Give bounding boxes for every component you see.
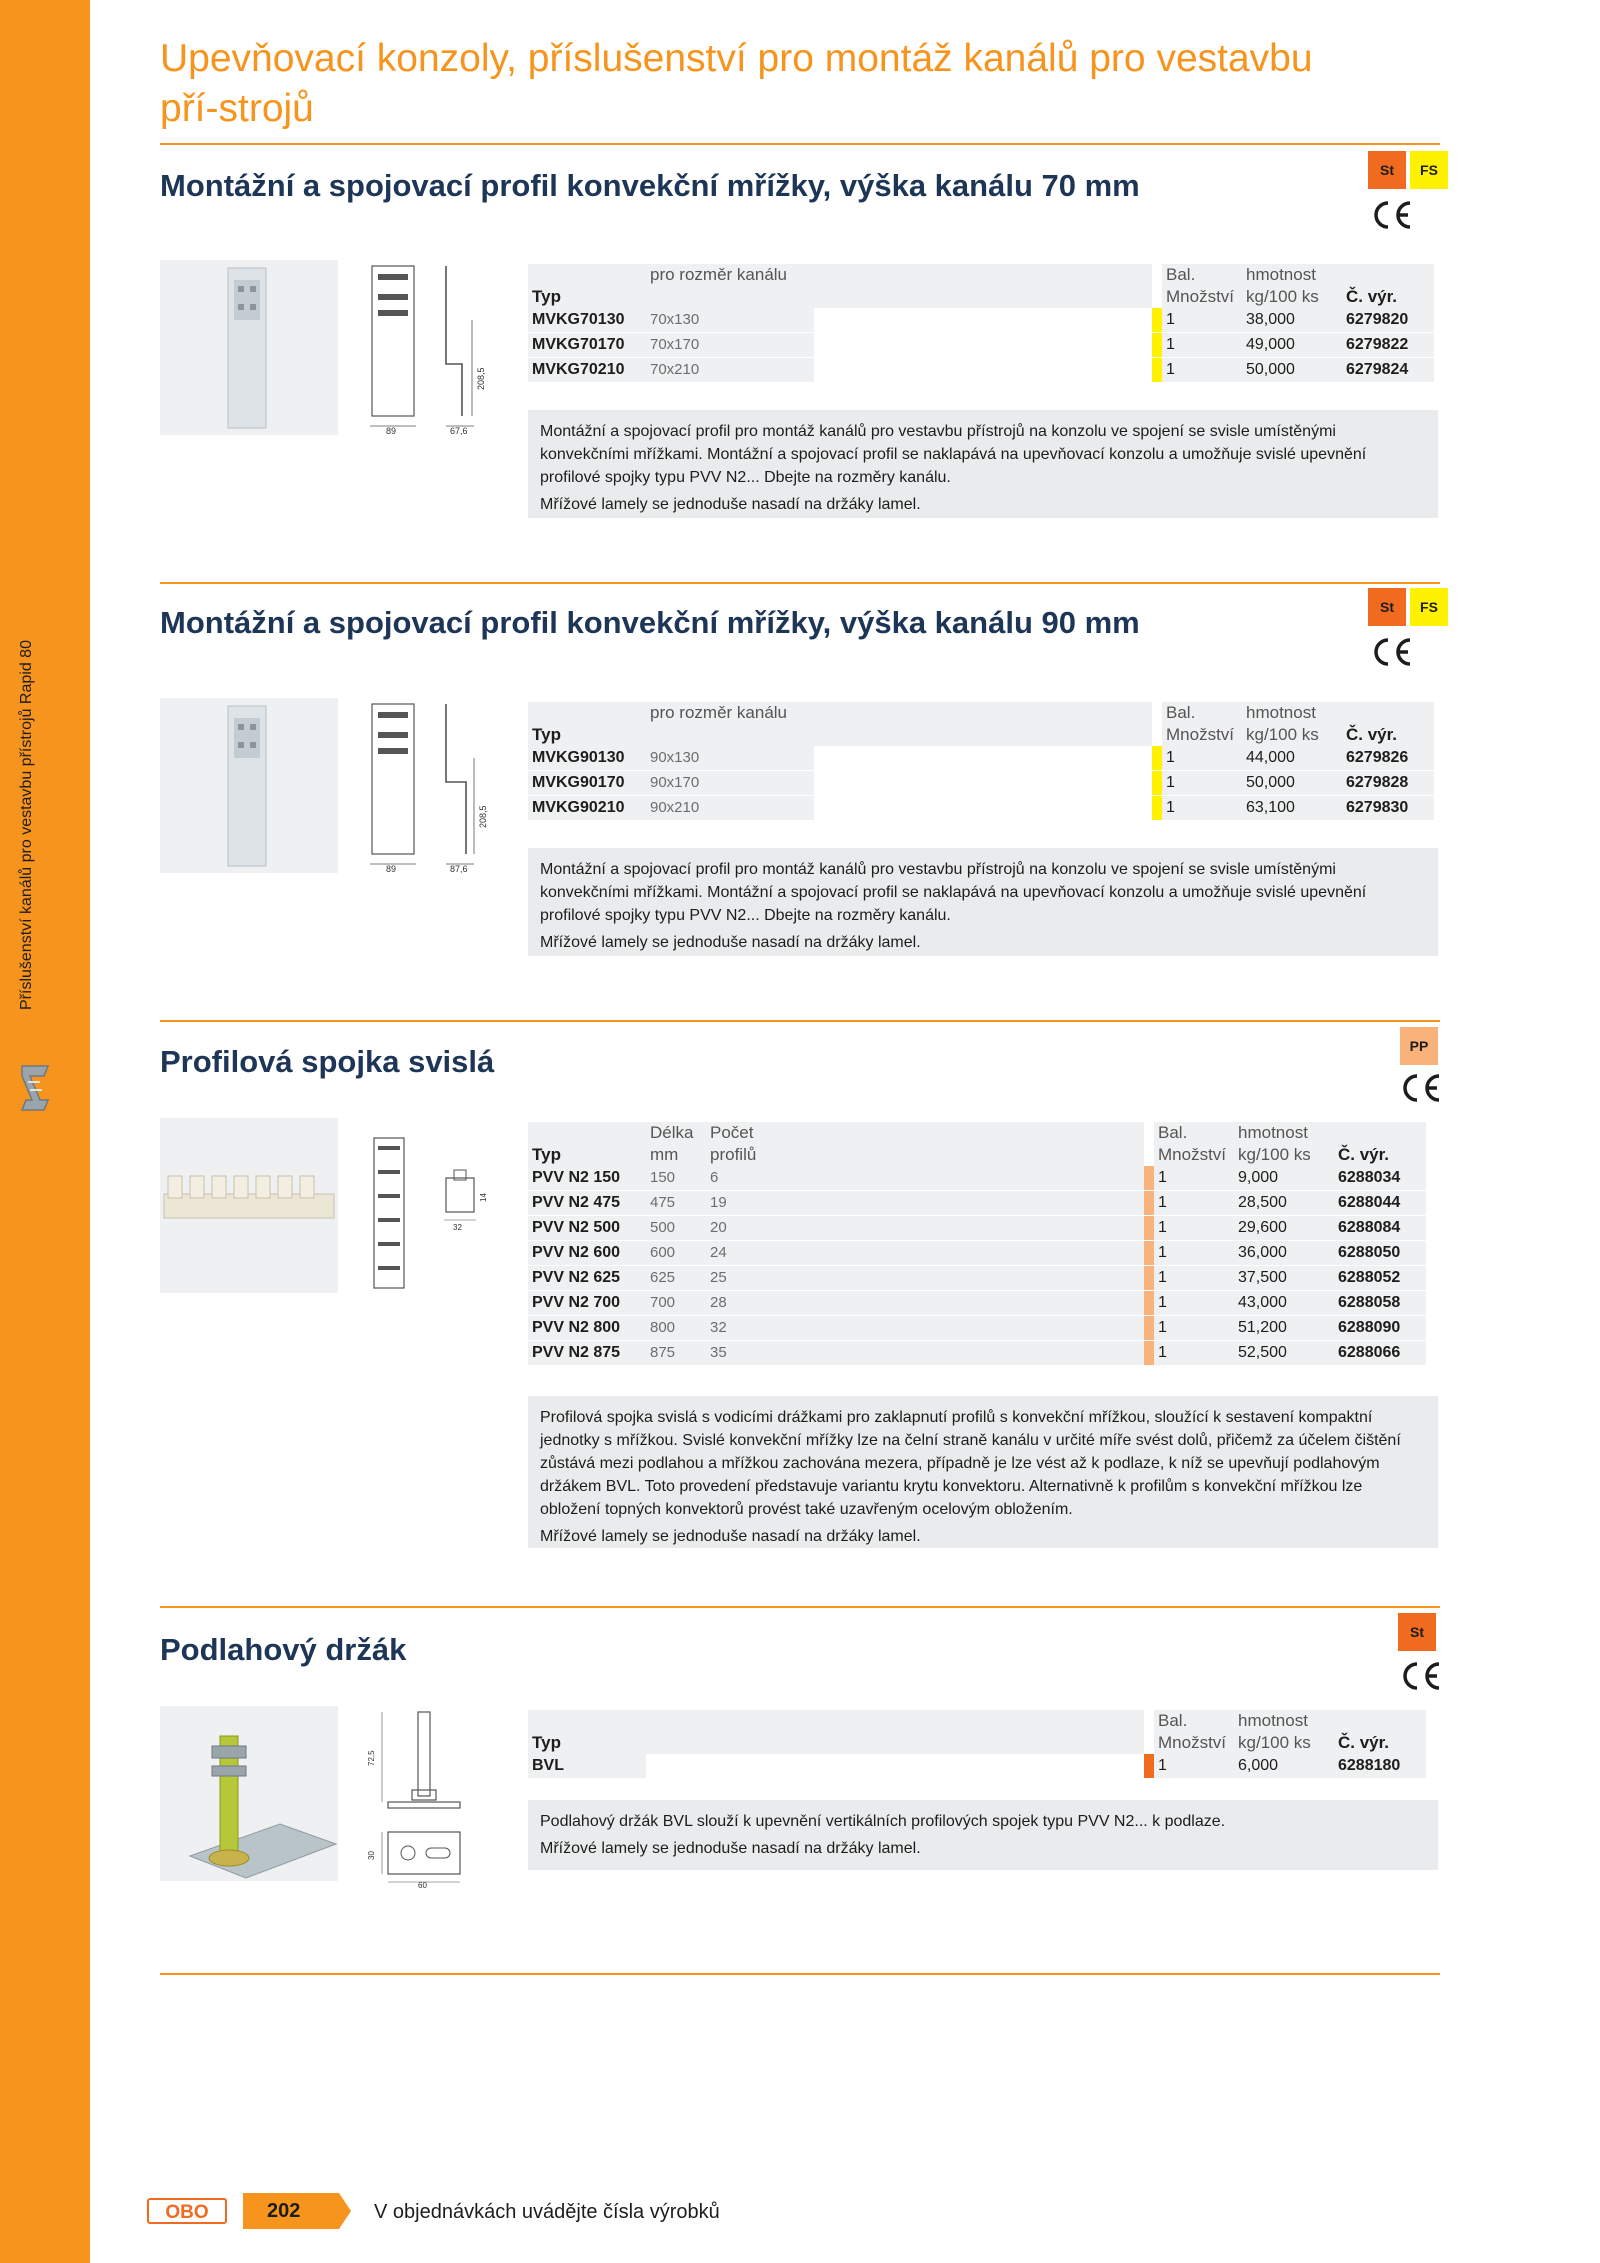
material-badge-st: St — [1368, 588, 1406, 626]
col-header-count: Počet — [706, 1122, 1144, 1144]
ce-mark-icon — [1398, 1071, 1444, 1105]
section-title: Profilová spojka svislá — [160, 1044, 495, 1079]
section-title: Montážní a spojovací profil konvekční mřížky, výška kanálu 70 mm — [160, 168, 1140, 203]
dim-width: 89 — [386, 864, 397, 873]
col-header-size: pro rozměr kanálu — [646, 702, 1152, 724]
technical-drawing — [362, 698, 502, 873]
product-description: Montážní a spojovací profil pro montáž kanálů pro vestavbu přístrojů na konzolu ve spojení se svisle umístěnými konvekčními mřížkami. Montážní a spojovací profil se naklapává na upevňovací konzolu a umožňuje svislé upevnění profilové spojky typu PVV N2... Dbejte na rozměry kanálu. Mřížové lamely se jednoduše nasadí na držáky lamel. — [528, 410, 1438, 518]
technical-drawing — [362, 1706, 502, 1888]
col-header-typ: Typ — [528, 286, 646, 308]
table-row: PVV N2 150 150 6 1 9,000 6288034 — [528, 1166, 1426, 1191]
footer-note: V objednávkách uvádějte čísla výrobků — [374, 2201, 720, 2223]
section-title: Montážní a spojovací profil konvekční mřížky, výška kanálu 90 mm — [160, 605, 1140, 640]
ce-mark-icon — [1369, 635, 1415, 669]
channel-icon — [18, 1062, 52, 1114]
table-row: MVKG90170 90x170 1 50,000 6279828 — [528, 771, 1434, 796]
product-photo — [160, 1118, 338, 1293]
material-badge-st: St — [1398, 1613, 1436, 1651]
title-divider — [160, 143, 1440, 145]
table-row: MVKG70130 70x130 1 38,000 6279820 — [528, 308, 1434, 333]
col-header-length: Délka — [646, 1122, 706, 1144]
dim-depth: 67,6 — [450, 426, 468, 435]
product-table: Bal. hmotnost Typ Množství kg/100 ks Č. výr. BVL 1 6,000 6288180 — [528, 1710, 1426, 1779]
product-photo — [160, 1706, 338, 1881]
material-badge-pp: PP — [1400, 1027, 1438, 1065]
dim-height: 72,5 — [367, 1750, 376, 1766]
product-description: Podlahový držák BVL slouží k upevnění vertikálních profilových spojek typu PVV N2... k podlaze. Mřížové lamely se jednoduše nasadí na držáky lamel. — [528, 1800, 1438, 1870]
obo-logo — [147, 2198, 227, 2224]
product-photo — [160, 260, 338, 435]
dim-length: 60 — [418, 1881, 427, 1888]
col-header-bal: Bal. — [1162, 264, 1242, 286]
ce-mark-icon — [1369, 198, 1415, 232]
material-badge-fs: FS — [1410, 151, 1448, 189]
table-row: MVKG70170 70x170 1 49,000 6279822 — [528, 333, 1434, 358]
table-row: PVV N2 875 875 35 1 52,500 6288066 — [528, 1341, 1426, 1366]
ce-mark-icon — [1398, 1659, 1444, 1693]
table-row: MVKG90130 90x130 1 44,000 6279826 — [528, 746, 1434, 771]
table-row: PVV N2 600 600 24 1 36,000 6288050 — [528, 1241, 1426, 1266]
product-table: Délka Počet Bal. hmotnost Typ mm profilů Množství kg/100 ks Č. výr. PVV N2 150 150 6 1 9,000 6288034 PVV N2 475 475 19 1 28,500 6288044 PVV N2 500 500 20 1 29,600 6288084 PVV N2 600 600 24 1 36,000 6288050 PVV N2 625 625 25 1 37,500 6288052 PVV N2 700 700 28 1 43,000 6288058 PVV N2 800 800 32 1 51,200 6288090 PVV N2 875 875 35 1 52,500 6288066 — [528, 1122, 1426, 1366]
section-divider — [160, 582, 1440, 584]
section-divider — [160, 1606, 1440, 1608]
table-row: PVV N2 500 500 20 1 29,600 6288084 — [528, 1216, 1426, 1241]
dim-height: 208,5 — [476, 367, 486, 390]
dim-height: 14 — [479, 1193, 488, 1202]
section-divider — [160, 1973, 1440, 1975]
product-table: pro rozměr kanálu Bal. hmotnost Typ Množství kg/100 ks Č. výr. MVKG70130 70x130 1 38,000 6279820 MVKG70170 70x170 1 49,000 6279822 MVKG70210 70x210 1 50,000 6279824 — [528, 264, 1434, 383]
technical-drawing — [362, 260, 502, 435]
dim-width: 30 — [367, 1851, 376, 1860]
material-badge-st: St — [1368, 151, 1406, 189]
table-row: MVKG90210 90x210 1 63,100 6279830 — [528, 796, 1434, 821]
table-row: MVKG70210 70x210 1 50,000 6279824 — [528, 358, 1434, 383]
page-title: Upevňovací konzoly, příslušenství pro montáž kanálů pro vestavbu pří-strojů — [160, 37, 1313, 130]
col-header-weight: hmotnost — [1242, 264, 1342, 286]
section-divider — [160, 1020, 1440, 1022]
svg-text:OBO: OBO — [165, 2202, 209, 2223]
page-number: 202 — [267, 2200, 301, 2222]
product-description: Profilová spojka svislá s vodicími drážkami pro zaklapnutí profilů s konvekční mřížkou, sloužící k sestavení kompaktní jednotky s mřížkou. Svislé konvekční mřížky lze na čelní straně kanálu v určité míře svést dolů, přičemž za účelem čištění zůstává mezi podlahou a mřížkou zachována mezera, případně je lze vést až k podlaze, k níž se upevňují podlahovým držákem BVL. Toto provedení představuje variantu krytu konvektoru. Alternativně k profilům s konvekční mřížkou lze obložení topných konvektorů provést také uzavřeným ocelovým obložením. Mřížové lamely se jednoduše nasadí na držáky lamel. — [528, 1396, 1438, 1548]
product-description: Montážní a spojovací profil pro montáž kanálů pro vestavbu přístrojů na konzolu ve spojení se svisle umístěnými konvekčními mřížkami. Montážní a spojovací profil se naklapává na upevňovací konzolu a umožňuje svislé upevnění profilové spojky typu PVV N2... Dbejte na rozměry kanálu. Mřížové lamely se jednoduše nasadí na držáky lamel. — [528, 848, 1438, 956]
table-row: PVV N2 800 800 32 1 51,200 6288090 — [528, 1316, 1426, 1341]
dim-width: 89 — [386, 426, 397, 435]
table-row: PVV N2 700 700 28 1 43,000 6288058 — [528, 1291, 1426, 1316]
col-header-size: pro rozměr kanálu — [646, 264, 1152, 286]
dim-depth: 87,6 — [450, 864, 468, 873]
table-row: PVV N2 625 625 25 1 37,500 6288052 — [528, 1266, 1426, 1291]
dim-height: 208,5 — [478, 805, 488, 828]
page-number-tab — [243, 2193, 351, 2229]
dim-width: 32 — [453, 1223, 462, 1232]
product-table: pro rozměr kanálu Bal. hmotnost Typ Množství kg/100 ks Č. výr. MVKG90130 90x130 1 44,000 6279826 MVKG90170 90x170 1 50,000 6279828 MVKG90210 90x210 1 63,100 6279830 — [528, 702, 1434, 821]
sidebar-text: Příslušenství kanálů pro vestavbu přístrojů Rapid 80 — [18, 640, 35, 1010]
product-photo — [160, 698, 338, 873]
sidebar-stripe — [0, 0, 90, 2263]
section-title: Podlahový držák — [160, 1632, 407, 1667]
table-row: PVV N2 475 475 19 1 28,500 6288044 — [528, 1191, 1426, 1216]
table-row: BVL 1 6,000 6288180 — [528, 1754, 1426, 1779]
technical-drawing — [362, 1134, 502, 1294]
material-badge-fs: FS — [1410, 588, 1448, 626]
